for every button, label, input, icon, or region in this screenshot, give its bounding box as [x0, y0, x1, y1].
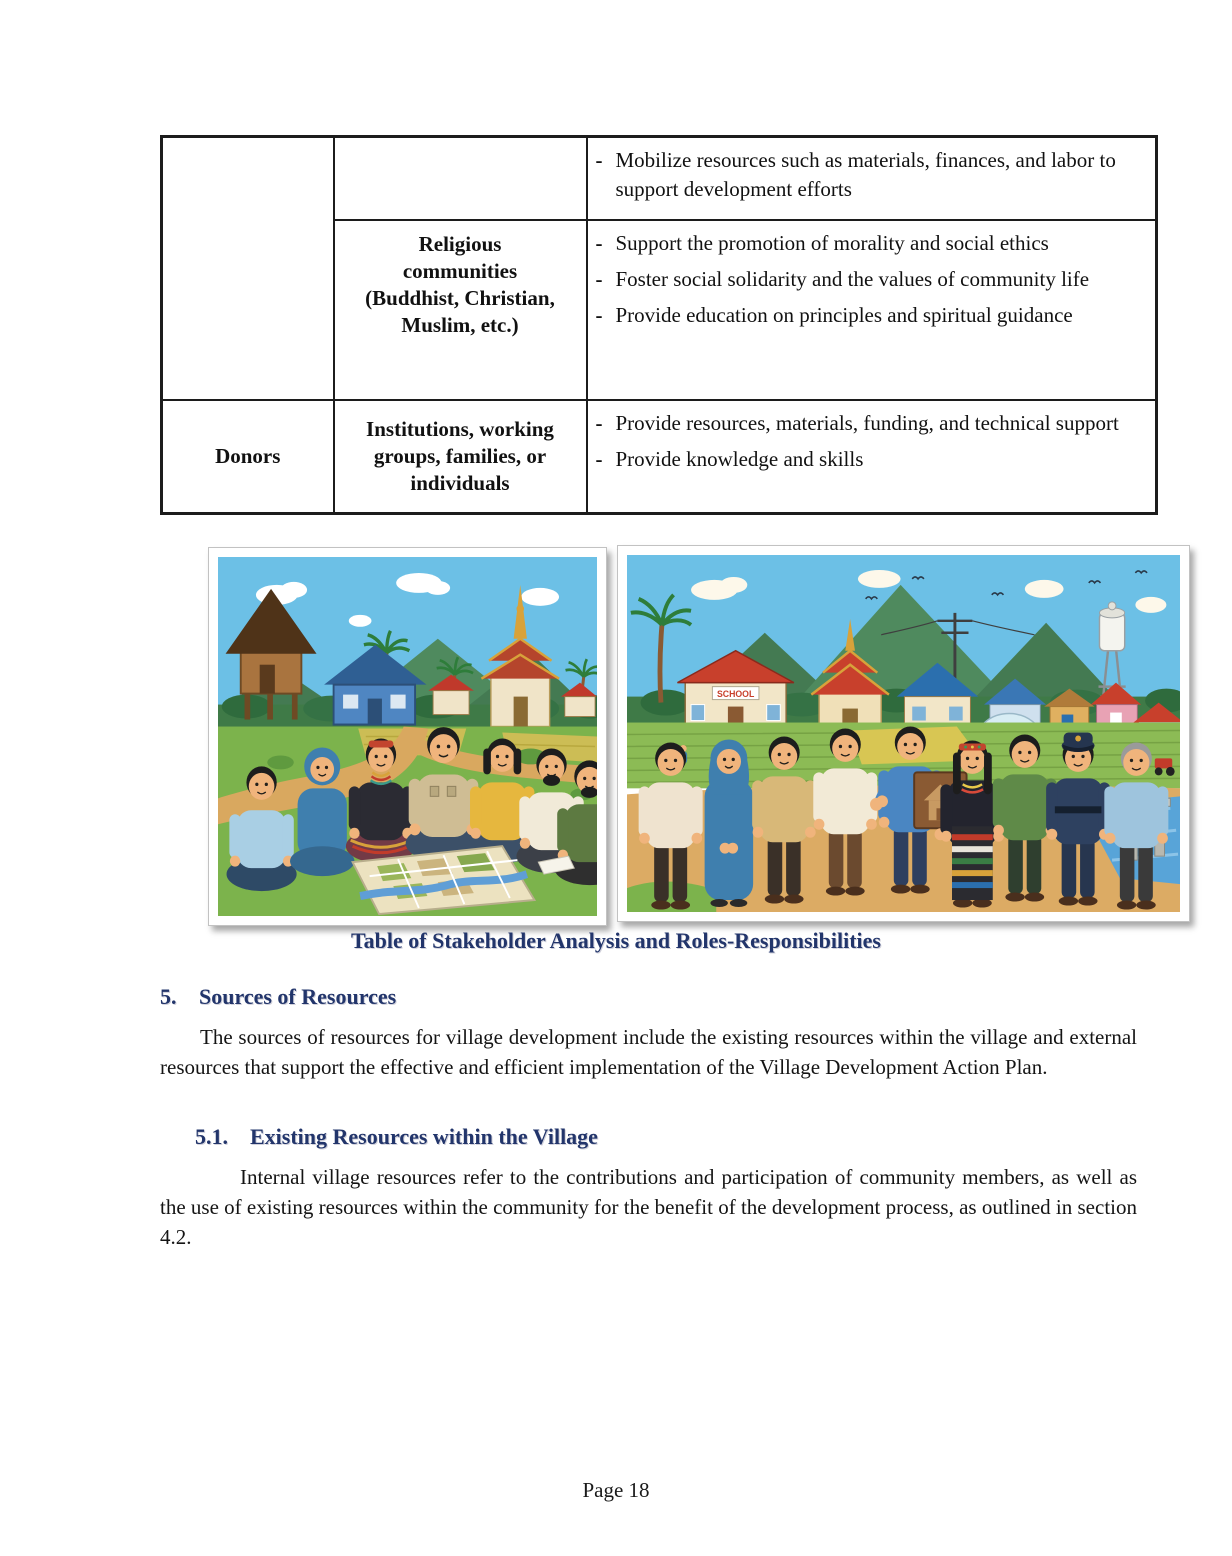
- bullet-text: Support the promotion of morality and social ethics: [615, 231, 1049, 255]
- bullet-dash: -: [595, 411, 603, 435]
- figure-caption: Table of Stakeholder Analysis and Roles-Responsibilities: [351, 928, 881, 953]
- village-planning-illustration: [218, 557, 597, 916]
- table-cell-religious-communities: [334, 220, 587, 400]
- table-bullet: [596, 146, 1123, 204]
- table-cell-institutions: [334, 400, 587, 513]
- bullet-dash: -: [595, 267, 603, 291]
- type-line: individuals: [410, 470, 510, 495]
- section-5-1-title: Existing Resources within the Village: [250, 1124, 598, 1149]
- table-bullet: [596, 265, 1123, 294]
- section-5-title: Sources of Resources: [199, 984, 397, 1009]
- table-cell-type-empty: [334, 137, 587, 221]
- table-bullet: [596, 229, 1123, 258]
- section-5-1-number: 5.1.: [195, 1124, 228, 1149]
- bullet-dash: -: [595, 303, 603, 327]
- page-number: Page 18: [582, 1478, 650, 1502]
- table-cell-stakeholder-merged: [162, 137, 334, 401]
- section-5-1-paragraph: Internal village resources refer to the contributions and participation of community members, as well as the use of existing resources within the community for the benefit of the development process, as outlined in section 4.2.: [160, 1165, 1137, 1249]
- figure-handshake-agreement: [617, 545, 1190, 922]
- bullet-dash: -: [595, 447, 603, 471]
- stakeholder-table: [160, 135, 1158, 515]
- bullet-dash: -: [595, 231, 603, 255]
- hijab-woman: [705, 739, 754, 907]
- stakeholders-standing: [639, 727, 1169, 910]
- bullet-text: Provide education on principles and spiritual guidance: [615, 303, 1073, 327]
- table-cell-roles-3: [587, 400, 1157, 513]
- table-cell-roles-2: [587, 220, 1157, 400]
- figure-village-planning: [208, 547, 607, 926]
- handshake-illustration: [627, 555, 1180, 912]
- table-bullet: [596, 301, 1123, 330]
- bullet-text: Foster social solidarity and the values of community life: [615, 267, 1090, 291]
- school-sign-text: SCHOOL: [716, 688, 755, 700]
- section-5-number: 5.: [160, 984, 177, 1009]
- section-5-paragraph: The sources of resources for village development include the existing resources within the village and external resources that support the effective and efficient implementation of the Village Development Action Plan.: [160, 1025, 1137, 1079]
- type-line: communities: [402, 259, 518, 283]
- table-cell-donors: Donors: [162, 400, 334, 513]
- type-line: Institutions, working: [366, 416, 554, 441]
- table-cell-roles-1: [587, 137, 1157, 221]
- bullet-text: Mobilize resources such as materials, finances, and labor to support development efforts: [615, 148, 1116, 201]
- table-bullet: [596, 409, 1123, 438]
- type-line: groups, families, or: [373, 443, 547, 468]
- bullet-dash: -: [595, 148, 603, 172]
- bullet-text: Provide resources, materials, funding, and technical support: [615, 411, 1119, 435]
- table-bullet: [596, 445, 1123, 474]
- section-5-heading: [160, 984, 396, 1010]
- type-line: (Buddhist, Christian,: [365, 286, 555, 310]
- type-line: Muslim, etc.): [401, 313, 519, 337]
- bullet-text: Provide knowledge and skills: [615, 447, 864, 471]
- section-5-1-heading: [195, 1124, 598, 1150]
- type-line: Religious: [418, 232, 502, 256]
